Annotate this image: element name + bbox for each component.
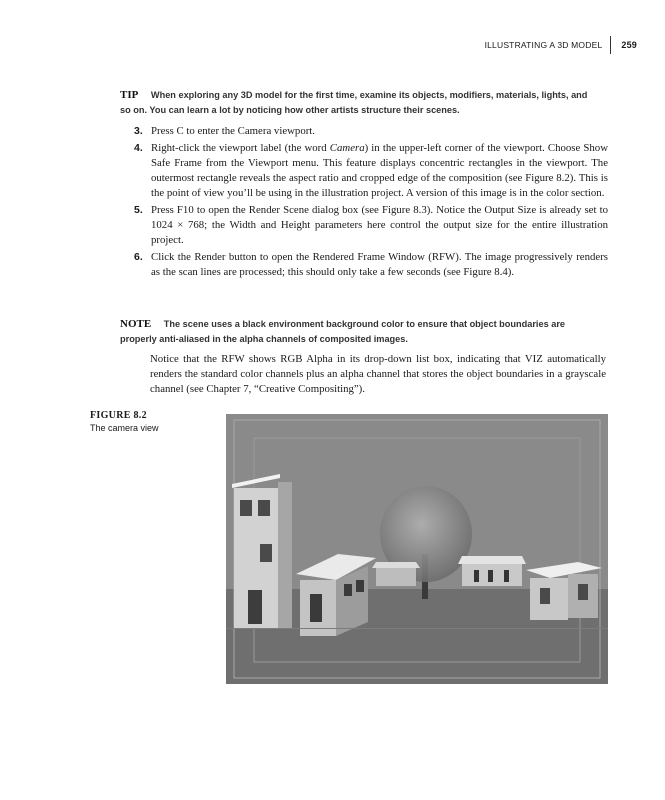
step-text: Press F10 to open the Render Scene dialog box (see Figure 8.3). Notice the Output Size is already set to 1024 × 768; the Width and Height parameters here control the output size for the entire illustration project.	[151, 203, 608, 246]
camera-viewport-image	[226, 414, 608, 684]
step-item	[134, 250, 608, 280]
tip-box	[120, 88, 590, 118]
step-item	[134, 141, 608, 200]
step-item	[134, 124, 608, 139]
step-number: 4.	[134, 142, 143, 155]
step-number: 3.	[134, 125, 143, 137]
note-box	[120, 317, 590, 347]
body-paragraph: Notice that the RFW shows RGB Alpha in its drop-down list box, indicating that VIZ automatically renders the standard color channels plus an alpha channel that stores the object boundaries in a grayscale channel (see Chapter 7, “Creative Compositing”).	[150, 353, 606, 395]
tower-building	[232, 474, 292, 628]
tip-text: When exploring any 3D model for the first time, examine its objects, modifiers, materials, lights, and so on. You can learn a lot by noticing how other artists structure their scenes.	[120, 90, 588, 115]
note-label: NOTE	[120, 318, 152, 330]
step-text: Press C to enter the Camera viewport.	[151, 125, 316, 137]
step-number: 5.	[134, 203, 143, 216]
note-text: The scene uses a black environment background color to ensure that object boundaries are properly anti-aliased in the alpha channels of composited images.	[120, 319, 566, 344]
figure-label	[90, 410, 159, 433]
header-divider	[610, 36, 611, 54]
step-number: 6.	[134, 250, 143, 263]
page-number: 259	[621, 40, 637, 50]
tip-label: TIP	[120, 89, 139, 101]
step-text-post: ) in the upper-left corner of the viewport. Choose Show Safe Frame from the Viewport menu. This feature displays concentric rectangles in the viewport. The outermost rectangle reveals the aspect ratio and cropped edge of the composition (see Figure 8.2). This is the point of view you’ll be using in the illustration project. A version of this image is in the color section.	[151, 142, 608, 199]
running-header	[485, 36, 637, 54]
step-item	[134, 203, 608, 247]
figure-caption: The camera view	[90, 423, 159, 433]
camera-view-figure	[226, 414, 608, 684]
step-list	[134, 124, 608, 282]
step-text: Click the Render button to open the Rendered Frame Window (RFW). The image progressively renders as the scan lines are processed; this should only take a few seconds (see Figure 8.4).	[151, 250, 608, 278]
running-title: ILLUSTRATING A 3D MODEL	[484, 40, 603, 50]
step-text	[151, 141, 608, 200]
step-text-em: Camera	[329, 142, 365, 155]
step-text-pre: Right-click the viewport label (the word	[151, 142, 330, 155]
figure-title: FIGURE 8.2	[90, 410, 147, 421]
